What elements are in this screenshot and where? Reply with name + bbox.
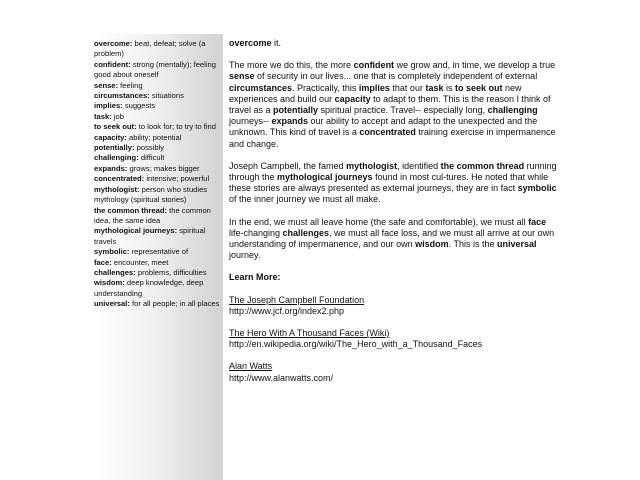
- link-title[interactable]: The Joseph Campbell Foundation: [229, 294, 365, 305]
- vocab-term: confident: [353, 60, 395, 71]
- link-url: http://en.wikipedia.org/wiki/The_Hero_with_a_Thousand_Faces: [229, 339, 483, 350]
- glossary-entry: [94, 174, 221, 184]
- link-url: http://www.jcf.org/index2.php: [229, 305, 345, 316]
- glossary-definition: situations: [149, 91, 184, 101]
- glossary-definition: intensive; powerful: [144, 174, 210, 184]
- vocab-term: potentially: [273, 105, 319, 116]
- paragraph-2: [229, 161, 559, 206]
- glossary-term: expands:: [94, 163, 128, 173]
- text-run: we grow and, in time, we develop a true: [394, 60, 556, 71]
- text-run: Joseph Campbell, the famed: [229, 160, 347, 171]
- glossary-entry: [94, 226, 221, 247]
- glossary-definition: the common idea, the same idea: [94, 205, 211, 225]
- link-url: http://www.alanwatts.com/: [229, 372, 334, 383]
- vocab-term: capacity: [334, 93, 371, 104]
- text-run: to adapt to them. This is the reason I think of travel as a: [229, 93, 551, 116]
- glossary-definition: for all people; in all places: [129, 299, 220, 309]
- text-run: , we must all face loss, and we must all arrive at our own understanding of impermanence, and our own: [229, 227, 555, 250]
- glossary-term: capacity:: [94, 132, 127, 142]
- text-run: training exercise in impermanence and change.: [229, 127, 556, 149]
- glossary-term: concentrated:: [94, 174, 145, 184]
- glossary-term: mythologist:: [94, 184, 140, 194]
- glossary-entry: [94, 299, 221, 309]
- glossary-term: challenging:: [94, 153, 139, 163]
- glossary-term: implies:: [94, 101, 123, 111]
- glossary-definition: representative of: [129, 247, 189, 257]
- glossary-term: wisdom:: [94, 278, 125, 288]
- learn-more-heading: Learn More:: [229, 272, 281, 283]
- glossary-entry: [94, 122, 221, 132]
- glossary-definition: grows; makes bigger: [127, 163, 200, 173]
- text-run: The more we do this, the more: [229, 60, 354, 71]
- glossary-entry: [94, 133, 221, 143]
- glossary-term: overcome:: [94, 39, 133, 48]
- vocab-term: challenges: [282, 227, 330, 238]
- glossary-entry: [94, 81, 221, 91]
- glossary-definition: problems, difficulties: [135, 267, 207, 277]
- vocab-term: mythologist: [346, 160, 398, 171]
- glossary-entry: [94, 206, 221, 227]
- link-title[interactable]: The Hero With A Thousand Faces (Wiki): [229, 328, 390, 339]
- vocab-term: wisdom: [415, 239, 449, 250]
- paragraph-3: [229, 217, 559, 262]
- glossary-entry: [94, 164, 221, 174]
- glossary-definition: possibly: [134, 143, 165, 153]
- glossary-term: mythological journeys:: [94, 226, 178, 236]
- glossary-entry: [94, 112, 221, 122]
- glossary-entry: [94, 278, 221, 299]
- glossary-term: to seek out:: [94, 122, 137, 132]
- glossary-entry: [94, 268, 221, 278]
- glossary-entry: [94, 101, 221, 111]
- text-run: life-changing: [229, 227, 283, 238]
- vocab-term: universal: [497, 239, 537, 250]
- article-body: [229, 38, 559, 395]
- paragraph-1: [229, 60, 559, 150]
- glossary-definition: spiritual travels: [94, 226, 206, 246]
- vocab-term: challenging: [487, 105, 538, 116]
- link-title[interactable]: Alan Watts: [229, 361, 273, 372]
- text-run: our ability to accept and adapt to the unexpected and the unknown. This kind of travel is a: [229, 116, 538, 138]
- glossary-definition: person who studies mythology (spiritual stories): [94, 184, 208, 205]
- vocab-term: mythological journeys: [277, 172, 373, 183]
- text-run: it.: [271, 38, 282, 48]
- vocab-term: symbolic: [517, 183, 557, 194]
- vocab-term: expands: [271, 116, 309, 127]
- glossary-entry: [94, 39, 221, 60]
- glossary-definition: feeling: [118, 80, 143, 90]
- vocab-term: circumstances: [229, 82, 293, 93]
- glossary-term: challenges:: [94, 267, 136, 277]
- text-run: of security in our lives... one that is completely independent of external: [254, 71, 538, 82]
- glossary-sidebar: [92, 34, 223, 480]
- text-run: . This is the: [448, 239, 497, 250]
- glossary-entry: [94, 185, 221, 206]
- glossary-definition: difficult: [138, 153, 165, 163]
- text-run: spiritual practice. Travel-- especially long,: [318, 105, 488, 116]
- glossary-definition: job: [111, 111, 124, 121]
- text-run: journey.: [229, 250, 261, 261]
- paragraph-0: [229, 38, 559, 49]
- glossary-term: circumstances:: [94, 91, 150, 101]
- glossary-entry: [94, 143, 221, 153]
- vocab-term: implies: [358, 82, 390, 93]
- glossary-term: symbolic:: [94, 247, 130, 257]
- link-item: [229, 361, 559, 383]
- glossary-entry: [94, 247, 221, 257]
- glossary-term: potentially:: [94, 143, 135, 153]
- glossary-definition: suggests: [122, 101, 156, 111]
- text-run: found in most cul-tures. He noted that while these stories are always presented as external journeys, they are in fact: [229, 172, 549, 194]
- glossary-term: the common thread:: [94, 205, 167, 215]
- text-run: journeys--: [229, 116, 272, 127]
- glossary-entry: [94, 153, 221, 163]
- glossary-definition: deep knowledge, deep understanding: [94, 278, 204, 298]
- text-run: , identified: [397, 160, 441, 171]
- text-run: of the inner journey we must all make.: [229, 194, 381, 205]
- text-run: is: [443, 82, 455, 93]
- glossary-term: face:: [94, 257, 112, 267]
- text-run: . Practically, this: [292, 82, 359, 93]
- vocab-term: sense: [229, 71, 255, 82]
- glossary-definition: ability; potential: [126, 132, 182, 142]
- glossary-definition: to look for; to try to find: [136, 122, 216, 132]
- glossary-entry: [94, 258, 221, 268]
- vocab-term: task: [425, 82, 444, 93]
- glossary-term: sense:: [94, 80, 119, 90]
- glossary-entry: [94, 91, 221, 101]
- glossary-term: confident:: [94, 59, 131, 69]
- glossary-term: universal:: [94, 299, 130, 309]
- link-item: [229, 295, 559, 317]
- text-run: new experiences and build our: [229, 82, 522, 104]
- vocab-term: overcome: [229, 38, 272, 48]
- glossary-definition: strong (mentally); feeling good about oneself: [94, 59, 216, 80]
- glossary-definition: beat, defeat; solve (a problem): [94, 39, 206, 59]
- glossary-definition: encounter, meet: [111, 257, 169, 267]
- text-run: that our: [389, 82, 426, 93]
- vocab-term: the common thread: [440, 160, 525, 171]
- text-run: running through the: [229, 160, 557, 183]
- glossary-term: task:: [94, 111, 112, 121]
- vocab-term: concentrated: [359, 127, 416, 138]
- text-run: In the end, we must all leave home (the safe and comfortable), we must all: [229, 216, 529, 227]
- glossary-entry: [94, 60, 221, 81]
- link-item: [229, 328, 559, 350]
- vocab-term: face: [528, 216, 547, 227]
- vocab-term: to seek out: [454, 82, 503, 93]
